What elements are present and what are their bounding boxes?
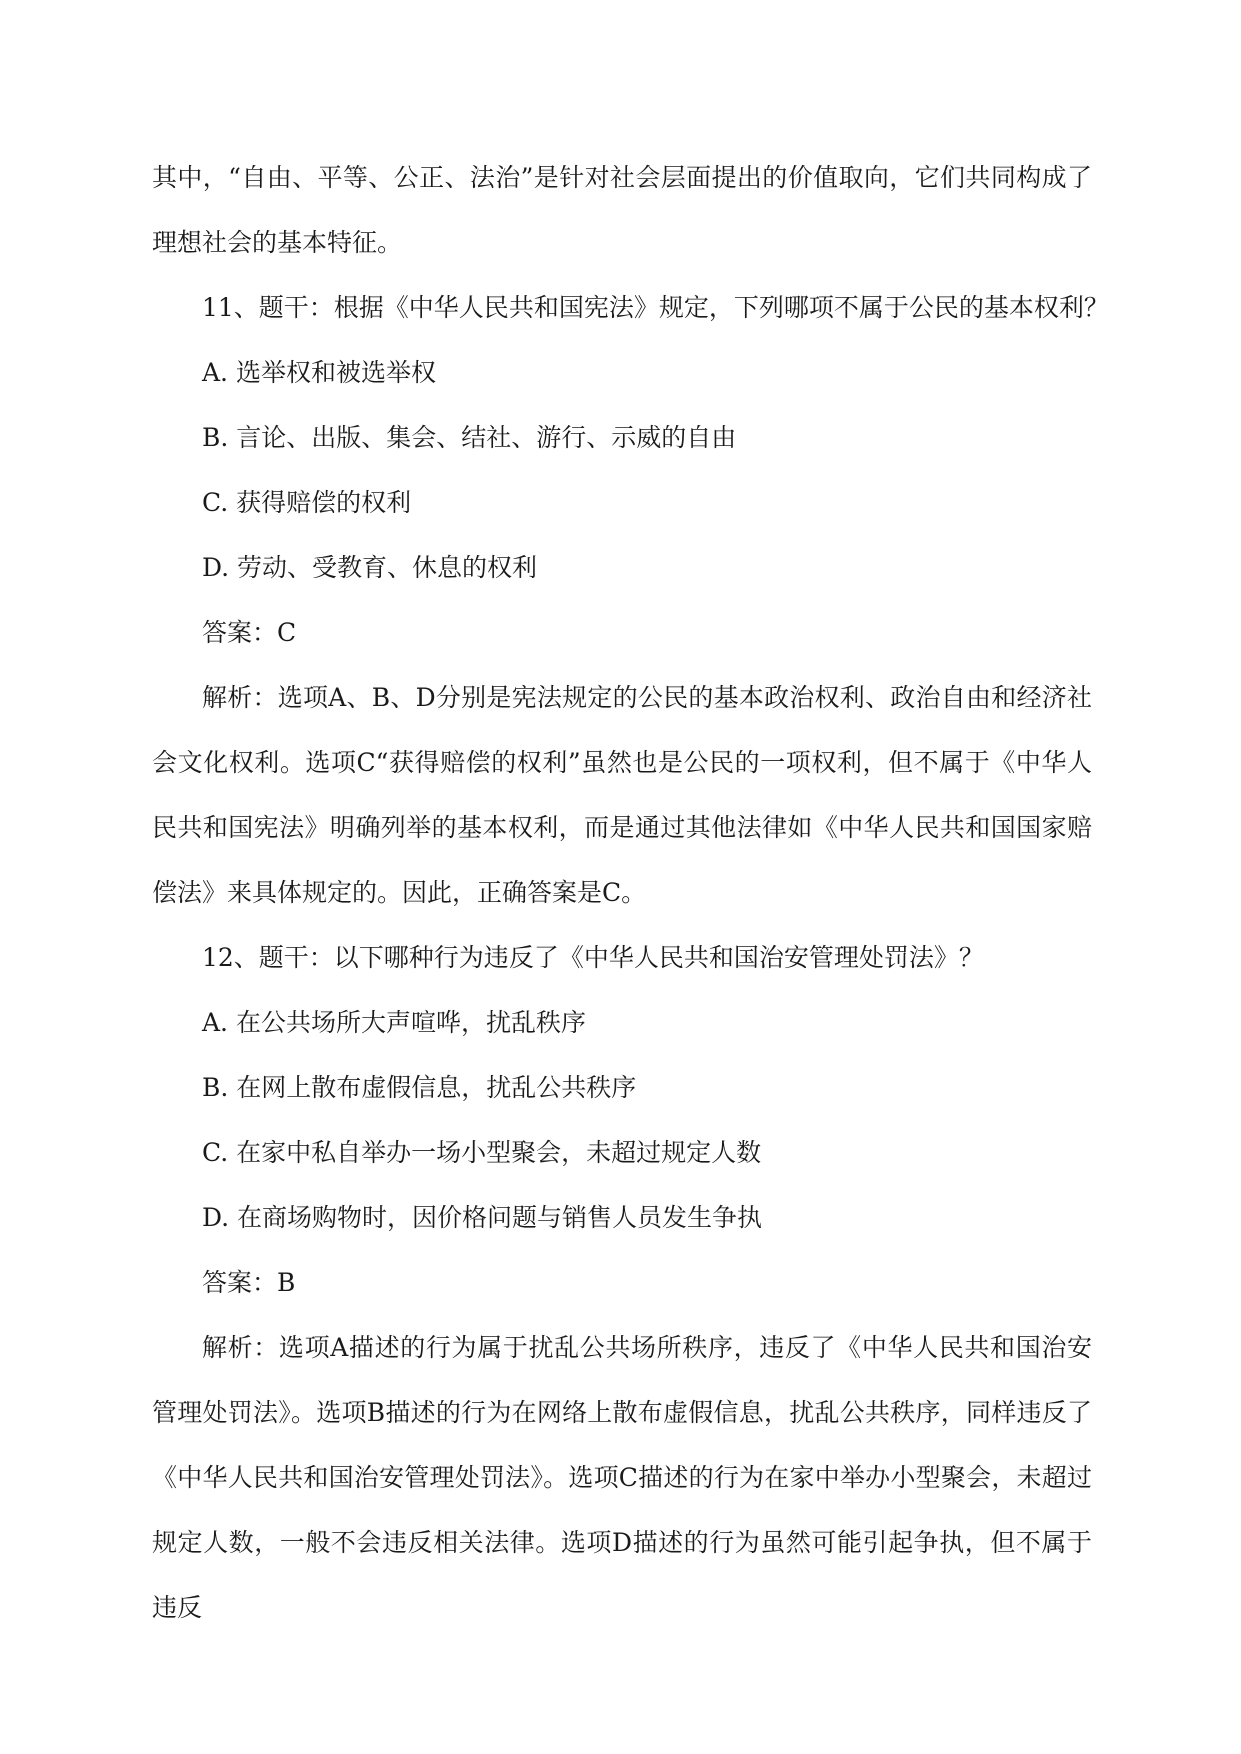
question-11 [152,275,1109,925]
option-d: D. 劳动、受教育、休息的权利 [202,553,538,582]
option-c: C. 获得赔偿的权利 [202,488,412,517]
option-a: A. 在公共场所大声喧哗，扰乱秩序 [202,1008,586,1037]
analysis: 解析：选项A描述的行为属于扰乱公共场所秩序，违反了《中华人民共和国治安管理处罚法》。选项B描述的行为在网络上散布虚假信息，扰乱公共秩序，同样违反了《中华人民共和国治安管理处罚法》。选项C描述的行为在家中举办小型聚会，未超过规定人数，一般不会违反相关法律。选项D描述的行为虽然可能引起争执，但不属于违反 [152,1333,1092,1622]
option-b: B. 言论、出版、集会、结社、游行、示威的自由 [202,423,737,452]
intro-paragraph: 其中，“自由、平等、公正、法治”是针对社会层面提出的价值取向，它们共同构成了理想社会的基本特征。 [152,163,1092,257]
question-stem: 11、题干：根据《中华人民共和国宪法》规定，下列哪项不属于公民的基本权利？ [202,293,1109,322]
question-stem: 12、题干：以下哪种行为违反了《中华人民共和国治安管理处罚法》？ [202,943,984,972]
option-a: A. 选举权和被选举权 [202,358,436,387]
question-12 [152,925,1092,1640]
answer: 答案：B [202,1268,296,1297]
option-d: D. 在商场购物时，因价格问题与销售人员发生争执 [202,1203,763,1232]
option-b: B. 在网上散布虚假信息，扰乱公共秩序 [202,1073,637,1102]
answer: 答案：C [202,618,297,647]
document-page [152,145,1109,1640]
option-c: C. 在家中私自举办一场小型聚会，未超过规定人数 [202,1138,762,1167]
analysis: 解析：选项A、B、D分别是宪法规定的公民的基本政治权利、政治自由和经济社会文化权利。选项C“获得赔偿的权利”虽然也是公民的一项权利，但不属于《中华人民共和国宪法》明确列举的基本权利，而是通过其他法律如《中华人民共和国国家赔偿法》来具体规定的。因此，正确答案是C。 [152,683,1092,907]
